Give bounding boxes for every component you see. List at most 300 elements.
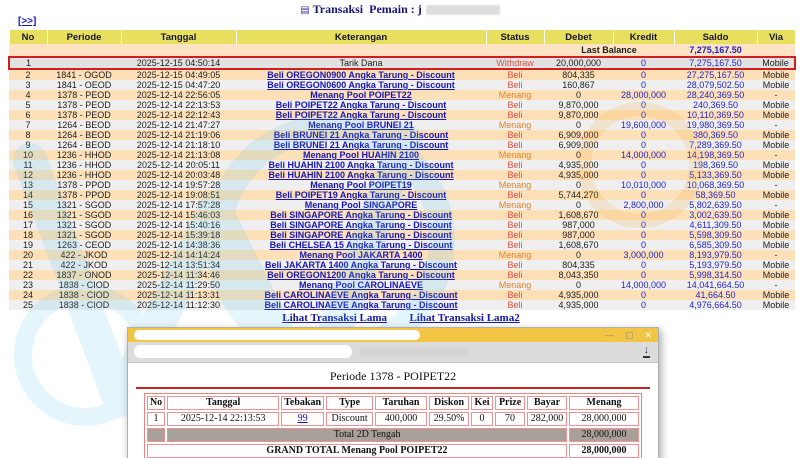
cell-periode: 1378 - PEOD — [47, 110, 121, 120]
col-saldo: Saldo — [674, 30, 757, 44]
grand-total-label: GRAND TOTAL Menang Pool POIPET22 — [147, 444, 567, 458]
divider — [136, 387, 650, 389]
cell-kredit: 14,000,000 — [613, 280, 674, 290]
cell-via: Mobile — [757, 57, 795, 69]
cell-periode: 1321 - SGOD — [47, 230, 121, 240]
cell-saldo: 5,802,639.50 — [674, 200, 757, 210]
cell-kredit: 0 — [613, 130, 674, 140]
cell-via: Mobile — [757, 160, 795, 170]
keterangan-link[interactable]: Beli SINGAPORE Angka Tarung - Discount — [270, 220, 452, 230]
dcol-kei: Kei — [471, 396, 493, 410]
cell-debet: 804,335 — [544, 69, 613, 80]
dcol-tanggal: Tanggal — [167, 396, 279, 410]
cell-kredit: 2,800,000 — [613, 200, 674, 210]
cell-status: Beli — [486, 69, 544, 80]
cell-periode: 1236 - HHOD — [47, 170, 121, 180]
cell-kredit: 14,000,000 — [613, 150, 674, 160]
keterangan-link[interactable]: Beli CHELSEA 15 Angka Tarung - Discount — [269, 240, 453, 250]
table-row — [9, 80, 795, 90]
cell-status: Beli — [486, 290, 544, 300]
cell-keterangan — [236, 280, 486, 290]
cell-saldo: 6,585,309.50 — [674, 240, 757, 250]
cell-saldo: 28,079,502.50 — [674, 80, 757, 90]
cell-debet: 0 — [544, 250, 613, 260]
cell-debet: 160,867 — [544, 80, 613, 90]
cell-via: Mobile — [757, 290, 795, 300]
cell-tanggal: 2025-12-14 22:13:53 — [121, 100, 236, 110]
keterangan-link[interactable]: Beli HUAHIN 2100 Angka Tarung - Discount — [268, 160, 454, 170]
cell-via: Mobile — [757, 300, 795, 310]
popup-period-title: Periode 1378 - POIPET22 — [329, 369, 457, 383]
keterangan-link[interactable]: Beli SINGAPORE Angka Tarung - Discount — [270, 230, 452, 240]
cell-periode: 1837 - ONOD — [47, 270, 121, 280]
cell-kredit: 0 — [613, 300, 674, 310]
cell-kredit: 0 — [613, 220, 674, 230]
table-row — [9, 100, 795, 110]
keterangan-link[interactable]: Menang Pool POIPET22 — [310, 90, 412, 100]
cell-via: Mobile — [757, 80, 795, 90]
cell-periode: 422 - JKOD — [47, 260, 121, 270]
cell-keterangan — [236, 100, 486, 110]
keterangan-link[interactable]: Beli HUAHIN 2100 Angka Tarung - Discount — [268, 170, 454, 180]
dcol-type: Type — [326, 396, 373, 410]
cell-periode: 1841 - OGOD — [47, 69, 121, 80]
cell-kredit: 28,000,000 — [613, 90, 674, 100]
cell-debet: 6,909,000 — [544, 130, 613, 140]
cell-saldo: 5,133,369.50 — [674, 170, 757, 180]
cell-debet: 0 — [544, 180, 613, 190]
table-row — [9, 57, 795, 69]
cell-periode: 1378 - PEOD — [47, 90, 121, 100]
cell-tanggal: 2025-12-14 20:03:48 — [121, 170, 236, 180]
cell-no: 22 — [9, 270, 47, 280]
col-via: Via — [757, 30, 795, 44]
page-title-text: Transaksi — [312, 2, 364, 16]
total-label: Total 2D Tengah — [167, 428, 567, 442]
table-row — [9, 250, 795, 260]
cell-via: - — [757, 200, 795, 210]
cell-keterangan — [236, 230, 486, 240]
table-row — [9, 170, 795, 180]
cell-no: 7 — [9, 120, 47, 130]
cell-no: 18 — [9, 230, 47, 240]
cell-tanggal: 2025-12-14 15:39:18 — [121, 230, 236, 240]
table-row — [9, 200, 795, 210]
cell-via: - — [757, 250, 795, 260]
cell-status: Menang — [486, 180, 544, 190]
cell-no: 4 — [9, 90, 47, 100]
cell-debet: 8,043,350 — [544, 270, 613, 280]
cell-kredit: 10,010,000 — [613, 180, 674, 190]
cell-kredit: 0 — [613, 100, 674, 110]
table-row — [9, 69, 795, 80]
cell-status: Beli — [486, 260, 544, 270]
cell-no: 15 — [9, 200, 47, 210]
cell-tanggal: 2025-12-15 04:47:20 — [121, 80, 236, 90]
cell-kredit: 0 — [613, 190, 674, 200]
cell-saldo: 7,289,369.50 — [674, 140, 757, 150]
cell-status: Beli — [486, 210, 544, 220]
old-transactions-link[interactable]: Lihat Transaksi Lama — [282, 312, 388, 324]
cell-keterangan — [236, 160, 486, 170]
dcol-no: No — [147, 396, 165, 410]
cell-via: Mobile — [757, 240, 795, 250]
cell-periode: 1263 - CEOD — [47, 240, 121, 250]
col-tanggal: Tanggal — [121, 30, 236, 44]
cell-kredit: 0 — [613, 270, 674, 280]
cell-tanggal: 2025-12-14 14:38:36 — [121, 240, 236, 250]
cell-status: Beli — [486, 170, 544, 180]
cell-debet: 6,909,000 — [544, 140, 613, 150]
cell-keterangan — [236, 250, 486, 260]
cell-periode: 1264 - BEOD — [47, 130, 121, 140]
cell-tanggal: 2025-12-14 11:29:50 — [121, 280, 236, 290]
redacted-window-title — [134, 330, 420, 340]
cell-keterangan — [236, 90, 486, 100]
bet-detail-table — [144, 393, 642, 458]
cell-via: - — [757, 90, 795, 100]
cell-tanggal: 2025-12-15 04:50:14 — [121, 57, 236, 69]
cell-keterangan — [236, 110, 486, 120]
cell-keterangan — [236, 270, 486, 280]
cell-debet: 987,000 — [544, 230, 613, 240]
cell-status: Beli — [486, 190, 544, 200]
cell-status: Beli — [486, 300, 544, 310]
cell-status: Menang — [486, 90, 544, 100]
cell-keterangan — [236, 150, 486, 160]
cell-status: Beli — [486, 220, 544, 230]
cell-no: 19 — [9, 240, 47, 250]
cell-status: Beli — [486, 110, 544, 120]
cell-saldo: 380,369.50 — [674, 130, 757, 140]
cell-via: Mobile — [757, 140, 795, 150]
table-row — [9, 210, 795, 220]
cell-periode: 1236 - HHOD — [47, 160, 121, 170]
history-links — [8, 308, 794, 326]
keterangan-link[interactable]: Beli JAKARTA 1400 Angka Tarung - Discount — [264, 260, 458, 270]
cell-tanggal: 2025-12-14 21:19:06 — [121, 130, 236, 140]
table-row — [9, 290, 795, 300]
cell-debet: 0 — [544, 90, 613, 100]
col-debet: Debet — [544, 30, 613, 44]
redacted-player-name — [426, 5, 500, 15]
cell-keterangan — [236, 260, 486, 270]
cell-keterangan — [236, 180, 486, 190]
cell-tanggal: 2025-12-15 04:49:05 — [121, 69, 236, 80]
cell-keterangan — [236, 130, 486, 140]
dcol-prize: Prize — [495, 396, 525, 410]
redacted-url — [360, 347, 468, 357]
cell-kredit: 0 — [613, 57, 674, 69]
cell-keterangan — [236, 290, 486, 300]
cell-via: Mobile — [757, 220, 795, 230]
keterangan-link[interactable]: Beli BRUNEI 21 Angka Tarung - Discount — [273, 130, 449, 140]
grand-total-value: 28,000,000 — [569, 444, 639, 458]
cell-keterangan — [236, 200, 486, 210]
page-title — [0, 2, 800, 17]
cell-saldo: 28,240,369.50 — [674, 90, 757, 100]
cell-keterangan — [236, 170, 486, 180]
table-row — [9, 190, 795, 200]
cell-keterangan — [236, 140, 486, 150]
cell-debet: 20,000,000 — [544, 57, 613, 69]
cell-tanggal: 2025-12-14 13:51:34 — [121, 260, 236, 270]
cell-kredit: 19,600,000 — [613, 120, 674, 130]
cell-keterangan — [236, 220, 486, 230]
minimize-icon[interactable]: — — [604, 330, 614, 340]
col-periode: Periode — [47, 30, 121, 44]
col-no: No — [9, 30, 47, 44]
cell-keterangan: Tarik Dana — [236, 57, 486, 69]
last-balance-row — [9, 44, 795, 57]
keterangan-link[interactable]: Menang Pool POIPET19 — [310, 180, 412, 190]
keterangan-link[interactable]: Beli CAROLINAEVE Angka Tarung - Discount — [264, 290, 458, 300]
cell-saldo: 7,275,167.50 — [674, 57, 757, 69]
cell-tanggal: 2025-12-14 21:47:27 — [121, 120, 236, 130]
grand-total-row — [147, 444, 639, 458]
cell-tanggal: 2025-12-14 14:14:24 — [121, 250, 236, 260]
cell-kredit: 0 — [613, 210, 674, 220]
cell-kredit: 0 — [613, 230, 674, 240]
cell-kredit: 0 — [613, 160, 674, 170]
cell-periode: 1321 - SGOD — [47, 220, 121, 230]
cell-periode: 1264 - BEOD — [47, 120, 121, 130]
cell-periode: 1321 - SGOD — [47, 210, 121, 220]
cell-no: 16 — [9, 210, 47, 220]
cell-via: - — [757, 180, 795, 190]
download-icon[interactable]: ↓ — [643, 344, 649, 356]
cell-tanggal: 2025-12-14 20:05:11 — [121, 160, 236, 170]
cell-status: Beli — [486, 80, 544, 90]
cell-via: Mobile — [757, 270, 795, 280]
col-keterangan: Keterangan — [236, 30, 486, 44]
cell-via: Mobile — [757, 100, 795, 110]
cell-status: Beli — [486, 230, 544, 240]
table-row — [9, 280, 795, 290]
cell-debet: 0 — [544, 200, 613, 210]
cell-debet: 0 — [544, 150, 613, 160]
dcol-menang: Menang — [569, 396, 639, 410]
table-row — [9, 90, 795, 100]
detail-popup-window — [127, 327, 659, 458]
cell-via: Mobile — [757, 69, 795, 80]
bet-number-link[interactable]: 99 — [297, 413, 308, 424]
cell-status: Beli — [486, 240, 544, 250]
address-bar[interactable] — [134, 345, 352, 358]
cell-status: Menang — [486, 150, 544, 160]
cell-saldo: 27,275,167.50 — [674, 69, 757, 80]
cell-debet: 987,000 — [544, 220, 613, 230]
popup-titlebar[interactable] — [128, 328, 658, 342]
cell-no: 3 — [9, 80, 47, 90]
dcol-bayar: Bayar — [527, 396, 567, 410]
cell-tanggal: 2025-12-14 11:12:30 — [121, 300, 236, 310]
keterangan-link[interactable]: Menang Pool HUAHIN 2100 — [302, 150, 420, 160]
table-row — [9, 130, 795, 140]
cell-kredit: 0 — [613, 69, 674, 80]
cell-saldo: 240,369.50 — [674, 100, 757, 110]
cell-periode: 1838 - CIOD — [47, 280, 121, 290]
table-header-row — [9, 30, 795, 44]
cell-periode: 1378 - PPOD — [47, 190, 121, 200]
expand-link[interactable]: [>>] — [18, 16, 37, 27]
cell-via: Mobile — [757, 190, 795, 200]
keterangan-link[interactable]: Beli OREGON0600 Angka Tarung - Discount — [267, 80, 455, 90]
cell-debet: 804,335 — [544, 260, 613, 270]
cell-tanggal: 2025-12-14 21:13:08 — [121, 150, 236, 160]
cell-kredit: 0 — [613, 290, 674, 300]
cell-tanggal: 2025-12-14 11:34:46 — [121, 270, 236, 280]
cell-tanggal: 2025-12-14 17:57:28 — [121, 200, 236, 210]
cell-periode: 1378 - PEOD — [47, 100, 121, 110]
cell-no: 9 — [9, 140, 47, 150]
cell-via: Mobile — [757, 230, 795, 240]
table-row — [9, 240, 795, 250]
keterangan-link[interactable]: Beli POIPET19 Angka Tarung - Discount — [275, 190, 447, 200]
cell-no: 17 — [9, 220, 47, 230]
popup-content — [128, 363, 658, 458]
cell-status: Menang — [486, 200, 544, 210]
cell-saldo: 198,369.50 — [674, 160, 757, 170]
cell-via: - — [757, 150, 795, 160]
cell-status: Beli — [486, 270, 544, 280]
keterangan-link[interactable]: Beli BRUNEI 21 Angka Tarung - Discount — [273, 140, 449, 150]
cell-saldo: 41,664.50 — [674, 290, 757, 300]
cell-tanggal: 2025-12-14 22:12:43 — [121, 110, 236, 120]
cell-periode: 1838 - CIOD — [47, 300, 121, 310]
keterangan-link[interactable]: Menang Pool BRUNEI 21 — [308, 120, 414, 130]
cell-tanggal: 2025-12-14 21:18:10 — [121, 140, 236, 150]
cell-saldo: 5,998,314.50 — [674, 270, 757, 280]
table-row — [9, 160, 795, 170]
keterangan-link[interactable]: Beli SINGAPORE Angka Tarung - Discount — [270, 210, 452, 220]
cell-via: Mobile — [757, 110, 795, 120]
cell-tanggal: 2025-12-14 19:57:28 — [121, 180, 236, 190]
cell-debet: 1,608,670 — [544, 210, 613, 220]
cell-status: Menang — [486, 280, 544, 290]
cell-saldo: 14,041,664.50 — [674, 280, 757, 290]
cell-no: 5 — [9, 100, 47, 110]
cell-kredit: 0 — [613, 110, 674, 120]
cell-no: 11 — [9, 160, 47, 170]
cell-status: Beli — [486, 140, 544, 150]
cell-saldo: 8,193,979.50 — [674, 250, 757, 260]
cell-no: 20 — [9, 250, 47, 260]
cell-status: Menang — [486, 120, 544, 130]
cell-saldo: 5,598,309.50 — [674, 230, 757, 240]
detail-header-row — [147, 396, 639, 410]
cell-tanggal: 2025-12-14 22:56:05 — [121, 90, 236, 100]
cell-via: - — [757, 280, 795, 290]
cell-kredit: 0 — [613, 260, 674, 270]
keterangan-link[interactable]: Menang Pool SINGAPORE — [304, 200, 418, 210]
cell-via: Mobile — [757, 130, 795, 140]
cell-saldo: 5,193,979.50 — [674, 260, 757, 270]
cell-keterangan — [236, 210, 486, 220]
cell-saldo: 14,198,369.50 — [674, 150, 757, 160]
keterangan-link[interactable]: Beli OREGON1200 Angka Tarung - Discount — [267, 270, 455, 280]
transactions-table — [8, 30, 796, 310]
cell-no: 6 — [9, 110, 47, 120]
cell-no: 24 — [9, 290, 47, 300]
cell-keterangan — [236, 69, 486, 80]
cell-no: 2 — [9, 69, 47, 80]
col-kredit: Kredit — [613, 30, 674, 44]
cell-no: 8 — [9, 130, 47, 140]
keterangan-link[interactable]: Beli OREGON0900 Angka Tarung - Discount — [267, 70, 455, 80]
cell-kredit: 0 — [613, 170, 674, 180]
cell-status: Menang — [486, 250, 544, 260]
col-status: Status — [486, 30, 544, 44]
cell-tanggal: 2025-12-14 19:08:51 — [121, 190, 236, 200]
cell-kredit: 3,000,000 — [613, 250, 674, 260]
keterangan-link[interactable]: Menang Pool CAROLINAEVE — [298, 280, 423, 290]
cell-saldo: 10,110,369.50 — [674, 110, 757, 120]
table-row — [9, 180, 795, 190]
cell-via: Mobile — [757, 170, 795, 180]
old-transactions-link-2[interactable]: Lihat Transaksi Lama2 — [409, 312, 520, 324]
cell-keterangan — [236, 190, 486, 200]
cell-debet: 4,935,000 — [544, 290, 613, 300]
table-row — [9, 220, 795, 230]
cell-tanggal: 2025-12-14 15:46:03 — [121, 210, 236, 220]
table-row — [9, 110, 795, 120]
cell-periode: 1841 - OEOD — [47, 80, 121, 90]
cell-periode: 1236 - HHOD — [47, 150, 121, 160]
cell-debet: 0 — [544, 280, 613, 290]
close-icon[interactable]: ✕ — [644, 330, 652, 340]
cell-keterangan — [236, 80, 486, 90]
table-row — [9, 120, 795, 130]
cell-keterangan — [236, 120, 486, 130]
dcol-tebakan: Tebakan — [281, 396, 324, 410]
maximize-icon[interactable]: ▢ — [624, 330, 634, 340]
cell-debet: 5,744,270 — [544, 190, 613, 200]
cell-tanggal: 2025-12-14 11:13:31 — [121, 290, 236, 300]
cell-status: Beli — [486, 130, 544, 140]
cell-status: Beli — [486, 160, 544, 170]
cell-debet: 4,935,000 — [544, 170, 613, 180]
keterangan-link[interactable]: Beli CAROLINAEVE Angka Tarung - Discount — [264, 300, 458, 310]
keterangan-link[interactable]: Beli POIPET22 Angka Tarung - Discount — [275, 100, 447, 110]
cell-via: - — [757, 120, 795, 130]
keterangan-link[interactable]: Beli POIPET22 Angka Tarung - Discount — [275, 110, 447, 120]
cell-saldo: 4,976,664.50 — [674, 300, 757, 310]
cell-saldo: 3,002,639.50 — [674, 210, 757, 220]
cell-saldo: 4,611,309.50 — [674, 220, 757, 230]
cell-via: Mobile — [757, 210, 795, 220]
cell-via: Mobile — [757, 260, 795, 270]
cell-no: 21 — [9, 260, 47, 270]
cell-no: 1 — [9, 57, 47, 69]
transaksi-icon: ▤ — [300, 5, 310, 16]
cell-status: Withdraw — [486, 57, 544, 69]
cell-periode — [47, 57, 121, 69]
cell-no: 10 — [9, 150, 47, 160]
last-balance-value: 7,275,167.50 — [674, 44, 757, 57]
popup-toolbar — [128, 342, 658, 363]
bet-row: 1 2025-12-14 22:13:53 99 Discount 400,000 29.50% 0 70 282,000 28,000,000 — [147, 412, 639, 426]
cell-debet: 9,870,000 — [544, 100, 613, 110]
keterangan-link[interactable]: Menang Pool JAKARTA 1400 — [299, 250, 423, 260]
cell-periode: 1264 - BEOD — [47, 140, 121, 150]
table-row — [9, 150, 795, 160]
cell-saldo: 19,980,369.50 — [674, 120, 757, 130]
cell-debet: 4,935,000 — [544, 160, 613, 170]
cell-debet: 9,870,000 — [544, 110, 613, 120]
cell-no: 12 — [9, 170, 47, 180]
cell-keterangan — [236, 240, 486, 250]
